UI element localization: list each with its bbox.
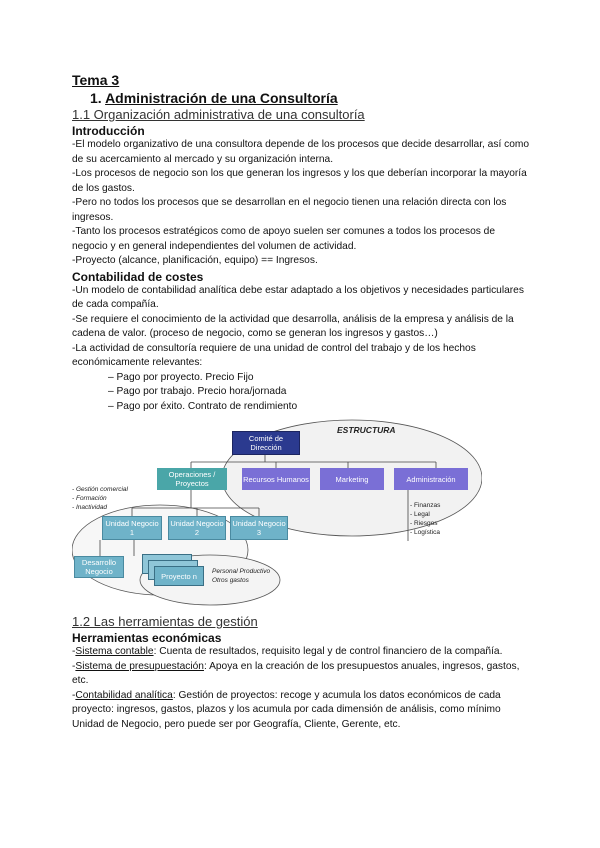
marketing-box: Marketing — [320, 468, 384, 490]
comite-box: Comité de Dirección — [232, 431, 300, 455]
org-structure-diagram — [72, 418, 482, 608]
intro-paragraph: -El modelo organizativo de una consultora depende de los procesos que decide desarrollar, así como de su acercamiento al mercado y su organización interna. — [72, 139, 530, 165]
herramientas-title: Herramientas económicas — [72, 631, 222, 645]
heading-1-text: Administración de una Consultoría — [105, 90, 338, 106]
herramienta-text: : Apoya en la creación de los presupuestos anuales, ingresos, gastos, etc. — [72, 660, 520, 686]
structure-title: ESTRUCTURA — [337, 425, 396, 435]
costes-paragraph: -Un modelo de contabilidad analítica debe estar adaptado a los objetivos y necesidades particulares de cada compañía. — [72, 284, 524, 310]
intro-paragraph: -Los procesos de negocio son los que generan los ingresos y los que deberían incorporar la mayoría de los gastos. — [72, 168, 527, 194]
administracion-box: Administración — [394, 468, 468, 490]
intro-paragraph: -Proyecto (alcance, planificación, equipo) == Ingresos. — [72, 255, 318, 266]
admin-list-item: - Legal — [410, 511, 430, 518]
section-2-title: 1.2 Las herramientas de gestión — [72, 614, 258, 629]
costes-list-item: – Pago por trabajo. Precio hora/jornada — [108, 386, 287, 397]
costes-title: Contabilidad de costes — [72, 269, 204, 284]
herramienta-item: -Contabilidad analítica: Gestión de proyectos: recoge y acumula los datos económicos de cada proyecto: ingresos, gastos, plazos y los acumula por cada dimensión de análisis, como mínimo Unidad de Negocio, pero puede ser por Geografía, Cliente, Gerente, etc. — [72, 689, 501, 730]
costes-paragraph: -La actividad de consultoría requiere de una unidad de control del trabajo y de los hechos económicamente relevantes: — [72, 342, 476, 368]
topic-title: Tema 3 — [72, 72, 120, 88]
section-1-title: 1.1 Organización administrativa de una consultoría — [72, 107, 365, 122]
heading-1-number: 1. — [90, 90, 102, 106]
admin-list-item: - Logística — [410, 529, 440, 536]
unidad-negocio-3-box: Unidad Negocio 3 — [230, 516, 288, 540]
rrhh-box: Recursos Humanos — [242, 468, 310, 490]
herramienta-item: -Sistema contable: Cuenta de resultados, requisito legal y de control financiero de la compañía. — [72, 646, 503, 657]
admin-list-item: - Finanzas — [410, 502, 441, 509]
personal-productivo-label: Personal Productivo — [212, 568, 271, 575]
left-note-item: - Gestión comercial — [72, 486, 128, 493]
costes-list-item: – Pago por proyecto. Precio Fijo — [108, 371, 254, 383]
herramienta-item: -Sistema de presupuestación: Apoya en la creación de los presupuestos anuales, ingresos, gastos, etc. — [72, 660, 520, 686]
herramienta-text: : Gestión de proyectos: recoge y acumula los datos económicos de cada proyecto: ingresos, gastos, plazos y los acumula por cada dimensión de análisis, como mínimo Unidad de Negocio, pero puede ser por Geografía, Cliente, Gerente, etc. — [72, 689, 501, 730]
costes-list-item: – Pago por éxito. Contrato de rendimiento — [108, 400, 298, 412]
desarrollo-negocio-box: Desarrollo Negocio — [74, 556, 124, 578]
herramienta-term: Sistema contable — [75, 646, 154, 657]
herramienta-term: Sistema de presupuestación — [75, 660, 204, 672]
admin-list-item: - Riesgos — [410, 520, 438, 527]
document-page — [72, 72, 532, 732]
herramienta-term: Contabilidad analítica — [75, 689, 173, 701]
intro-title: Introducción — [72, 124, 145, 138]
unidad-negocio-2-box: Unidad Negocio 2 — [168, 516, 226, 540]
proyecto-n-box: Proyecto n — [154, 566, 204, 586]
left-note-item: - Formación — [72, 495, 107, 502]
otros-gastos-label: Otros gastos — [212, 577, 249, 584]
unidad-negocio-1-box: Unidad Negocio 1 — [102, 516, 162, 540]
intro-paragraph: -Pero no todos los procesos que se desarrollan en el negocio tienen una relación directa con los ingresos. — [72, 197, 507, 223]
heading-1 — [90, 89, 532, 107]
left-note-item: - Inactividad — [72, 504, 108, 511]
herramienta-text: : Cuenta de resultados, requisito legal y de control financiero de la compañía. — [153, 646, 503, 657]
costes-paragraph: -Se requiere el conocimiento de la actividad que desarrolla, análisis de la empresa y análisis de la cadena de valor. (proceso de negocio, como se generan los ingresos y gastos…) — [72, 313, 514, 339]
intro-paragraph: -Tanto los procesos estratégicos como de apoyo suelen ser comunes a todos los procesos de negocio y en general independientes del volumen de actividad. — [72, 226, 496, 252]
operaciones-box: Operaciones / Proyectos — [157, 468, 227, 490]
